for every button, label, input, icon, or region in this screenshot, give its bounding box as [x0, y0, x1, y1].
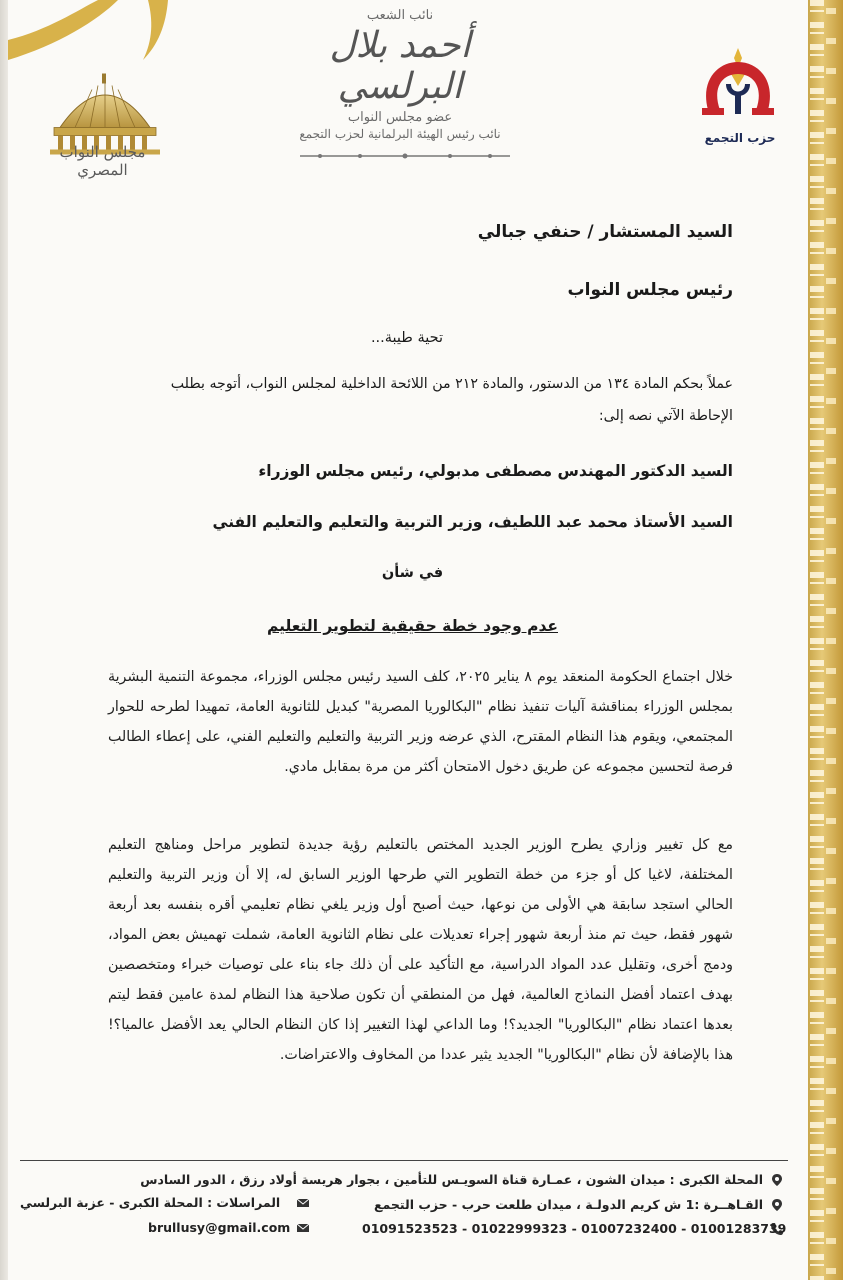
mail-envelope-icon — [296, 1221, 310, 1235]
addressee-name: السيد المستشار / حنفي جبالي — [477, 222, 733, 242]
mp-position: نائب رئيس الهيئة البرلمانية لحزب التجمع — [299, 126, 501, 141]
mp-title: نائب الشعب — [366, 8, 434, 23]
party-logo-icon — [698, 40, 778, 130]
hieroglyph-pattern-2-icon — [826, 0, 836, 1280]
footer-address-cairo: القـاهــرة :1 ش كريم الدولـة ، ميدان طلعت حرب - حزب التجمع — [373, 1197, 763, 1212]
regarding-label: في شأن — [381, 565, 444, 581]
greeting: تحية طيبة... — [370, 330, 443, 346]
mp-name: أحمد بلال البرلسي — [329, 25, 471, 108]
addressee-title: رئيس مجلس النواب — [567, 280, 733, 300]
paragraph-1: خلال اجتماع الحكومة المنعقد يوم ٨ يناير ٢٠٢٥، كلف السيد رئيس مجلس الوزراء، مجموعة التنمية البشرية بمجلس الوزراء بمناقشة آليات تنفيذ نظام "البكالوريا المصرية" كبديل للثانوية العامة، تمهيدا لطرحه للحوار المجتمعي، ويقوم هذا النظام المقترح، الذي عرضه وزير التربية والتعليم والتعليم الفني، على إعطاء الطالب فرصة لتحسين مجموعه عن طريق دخول الامتحان أكثر من مرة بمقابل مادي. — [108, 669, 733, 775]
paragraph-2: مع كل تغيير وزاري يطرح الوزير الجديد المختص بالتعليم رؤية جديدة لتطوير مراحل ومناهج التعليم المختلفة، لاغيا كل أو جزء من خطة التطوير التي طرحها الوزير السابق له، إلا أن وزير التربية والتعليم الحالي استجد سابقة هي الأولى من نوعها، حيث أصبح أول وزير يلغي نظام تعليمي أقره بنفسه بعد أربعة شهور فقط، حيث تم منذ أربعة شهور إجراء تعديلات على نظام الثانوية العامة، شملت تهميش بعض المواد، ودمج أخرى، وتقليل عدد المواد الدراسية، مع التأكيد على أن ذلك جاء بناء على توصيات خبراء ومتخصصين بهدف اعتماد أفضل النماذج العالمية، فهل من المنطقي أن تكون صلاحية هذا النظام لمدة عامين فقط ليتم بعدها اعتماد نظام "البكالوريا" الجديد؟! وما الداعي لهذا التغيير إذا كان النظام الحالي يعد الأفضل عالميا؟! هذا بالإضافة لأن نظام "البكالوريا" الجديد يثير عددا من المخاوف والاعتراضات. — [108, 837, 733, 1063]
mp-role: عضو مجلس النواب — [347, 109, 453, 125]
footer-correspondence: المراسلات : المحلة الكبرى - عزبة البرلسي — [20, 1195, 281, 1210]
recipient-education-minister: السيد الأستاذ محمد عبد اللطيف، وزير التربية والتعليم والتعليم الفني — [212, 513, 733, 531]
letter-subject: عدم وجود خطة حقيقية لتطوير التعليم — [266, 617, 558, 635]
footer-phones: 01091523523 - 01022999323 - 01007232400 - 01001283739 — [362, 1221, 787, 1236]
mp-letterhead — [290, 8, 510, 141]
footer-email[interactable]: brullusy@gmail.com — [148, 1220, 291, 1235]
footer-divider — [20, 1160, 788, 1161]
letter-page — [8, 0, 808, 1280]
location-pin-icon — [770, 1198, 784, 1212]
footer-address-mahalla: المحلة الكبرى : ميدان الشون ، عمـارة قناة السويـس للتأمين ، بجوار هريسة أولاد رزق ، الدور السادس — [140, 1172, 763, 1187]
decorative-gold-border — [808, 0, 843, 1280]
parliament-label: مجلس النواب المصري — [59, 143, 146, 179]
hieroglyph-pattern-icon — [810, 0, 824, 1280]
page-left-edge — [0, 0, 8, 1280]
party-label: حزب التجمع — [704, 131, 776, 145]
header-ornament-icon — [300, 150, 510, 162]
mail-envelope-icon — [296, 1196, 310, 1210]
intro-line-2: الإحاطة الآتي نصه إلى: — [598, 408, 733, 424]
intro-line-1: عملاً بحكم المادة ١٣٤ من الدستور، والمادة ٢١٢ من اللائحة الداخلية لمجلس النواب، أتوجه بطلب — [170, 376, 733, 392]
location-pin-icon — [770, 1173, 784, 1187]
recipient-prime-minister: السيد الدكتور المهندس مصطفى مدبولي، رئيس مجلس الوزراء — [258, 462, 733, 480]
